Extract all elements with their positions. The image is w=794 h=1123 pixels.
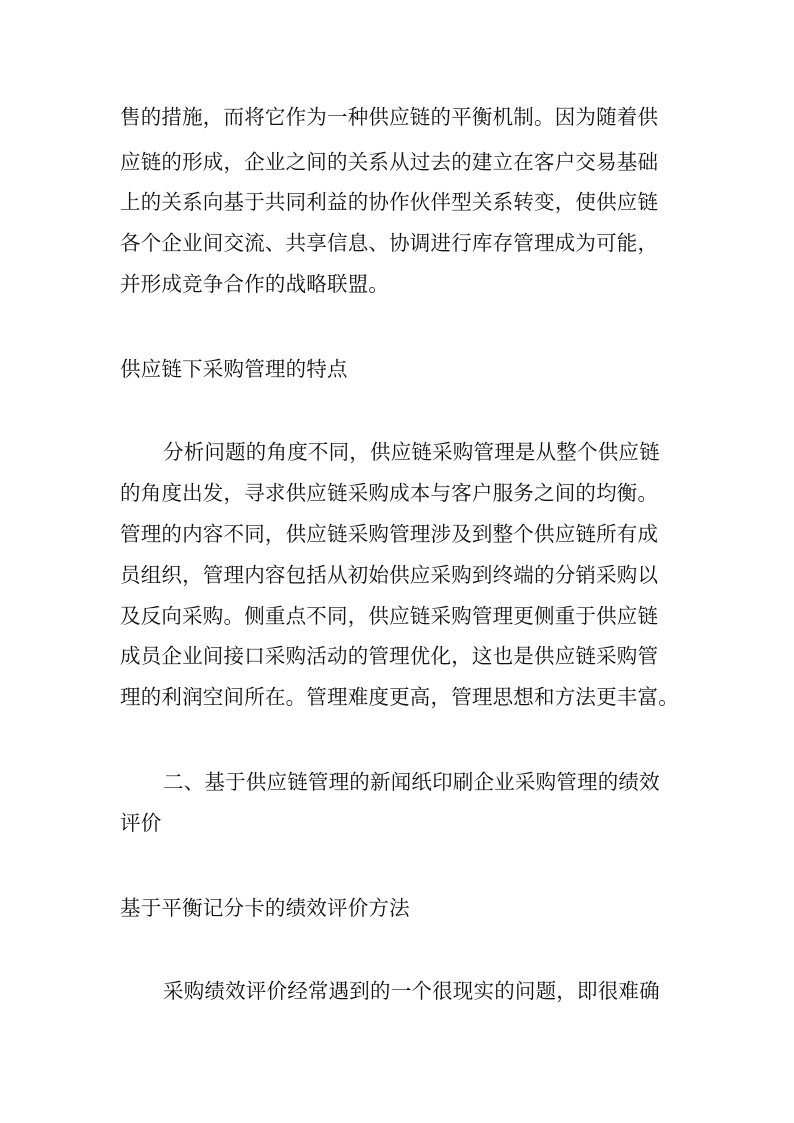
section-heading-line-2: 评价	[120, 811, 162, 835]
paragraph-1-line-1: 售的措施，而将它作为一种供应链的平衡机制。因为随着供	[120, 105, 659, 129]
paragraph-1-line-5: 并形成竞争合作的战略联盟。	[120, 272, 390, 296]
heading-procurement-features: 供应链下采购管理的特点	[120, 357, 348, 381]
paragraph-2-line-3: 管理的内容不同，供应链采购管理涉及到整个供应链所有成	[120, 522, 659, 546]
paragraph-2-line-6: 成员企业间接口采购活动的管理优化，这也是供应链采购管	[120, 644, 659, 668]
paragraph-1-line-2: 应链的形成，企业之间的关系从过去的建立在客户交易基础	[120, 150, 659, 174]
section-heading-line-1: 二、基于供应链管理的新闻纸印刷企业采购管理的绩效	[163, 770, 660, 794]
paragraph-2-line-4: 员组织，管理内容包括从初始供应采购到终端的分销采购以	[120, 563, 659, 587]
paragraph-1-line-4: 各个企业间交流、共享信息、协调进行库存管理成为可能，	[120, 231, 659, 255]
paragraph-2-line-7: 理的利润空间所在。管理难度更高，管理思想和方法更丰富。	[120, 685, 679, 709]
paragraph-2-line-1: 分析问题的角度不同，供应链采购管理是从整个供应链	[163, 440, 660, 464]
paragraph-1-line-3: 上的关系向基于共同利益的协作伙伴型关系转变，使供应链	[120, 190, 659, 214]
paragraph-2-line-5: 及反向采购。侧重点不同，供应链采购管理更侧重于供应链	[120, 604, 659, 628]
paragraph-2-line-2: 的角度出发，寻求供应链采购成本与客户服务之间的均衡。	[120, 481, 659, 505]
heading-balanced-scorecard: 基于平衡记分卡的绩效评价方法	[120, 896, 410, 920]
paragraph-3-line-1: 采购绩效评价经常遇到的一个很现实的问题，即很难确	[163, 979, 660, 1003]
